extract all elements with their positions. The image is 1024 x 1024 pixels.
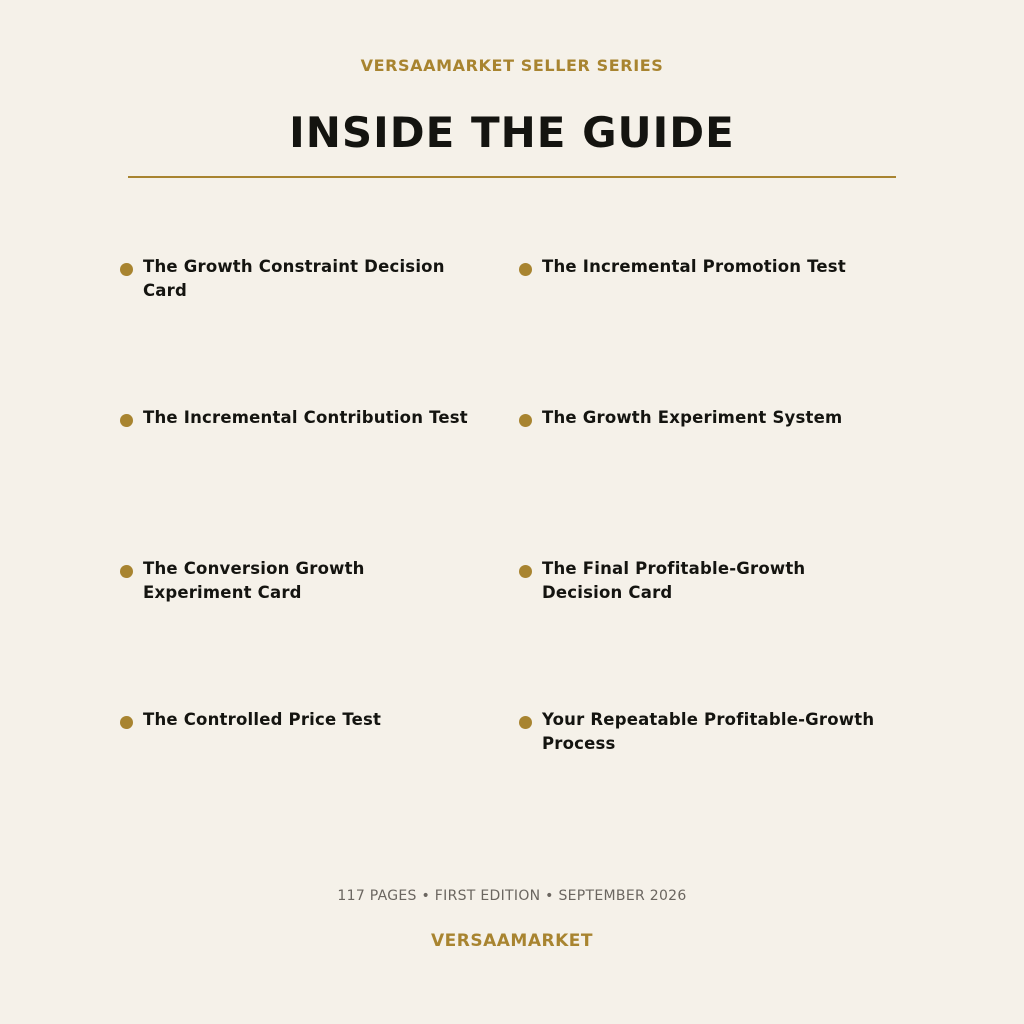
brand-name: VERSAAMARKET (431, 931, 593, 951)
title-divider (128, 176, 896, 178)
bullet-dot-icon (519, 263, 532, 276)
list-item-label: The Growth Constraint Decision Card (143, 257, 445, 300)
list-item-label: The Final Profitable-Growth Decision Card (542, 559, 806, 602)
bullet-dot-icon (120, 414, 133, 427)
list-item-label: Your Repeatable Profitable-Growth Process (542, 710, 875, 753)
bullet-dot-icon (120, 716, 133, 729)
page-title: INSIDE THE GUIDE (289, 108, 735, 157)
publication-meta: 117 PAGES • FIRST EDITION • SEPTEMBER 2026 (337, 888, 687, 904)
series-label: VERSAAMARKET SELLER SERIES (360, 56, 664, 75)
bullet-dot-icon (519, 716, 532, 729)
list-item-label: The Growth Experiment System (542, 408, 843, 427)
list-item-label: The Incremental Contribution Test (143, 408, 468, 427)
list-item-label: The Conversion Growth Experiment Card (143, 559, 365, 602)
list-item-label: The Controlled Price Test (143, 710, 382, 729)
bullet-dot-icon (519, 414, 532, 427)
list-item-label: The Incremental Promotion Test (542, 257, 846, 276)
bullet-dot-icon (120, 565, 133, 578)
bullet-dot-icon (519, 565, 532, 578)
bullet-dot-icon (120, 263, 133, 276)
